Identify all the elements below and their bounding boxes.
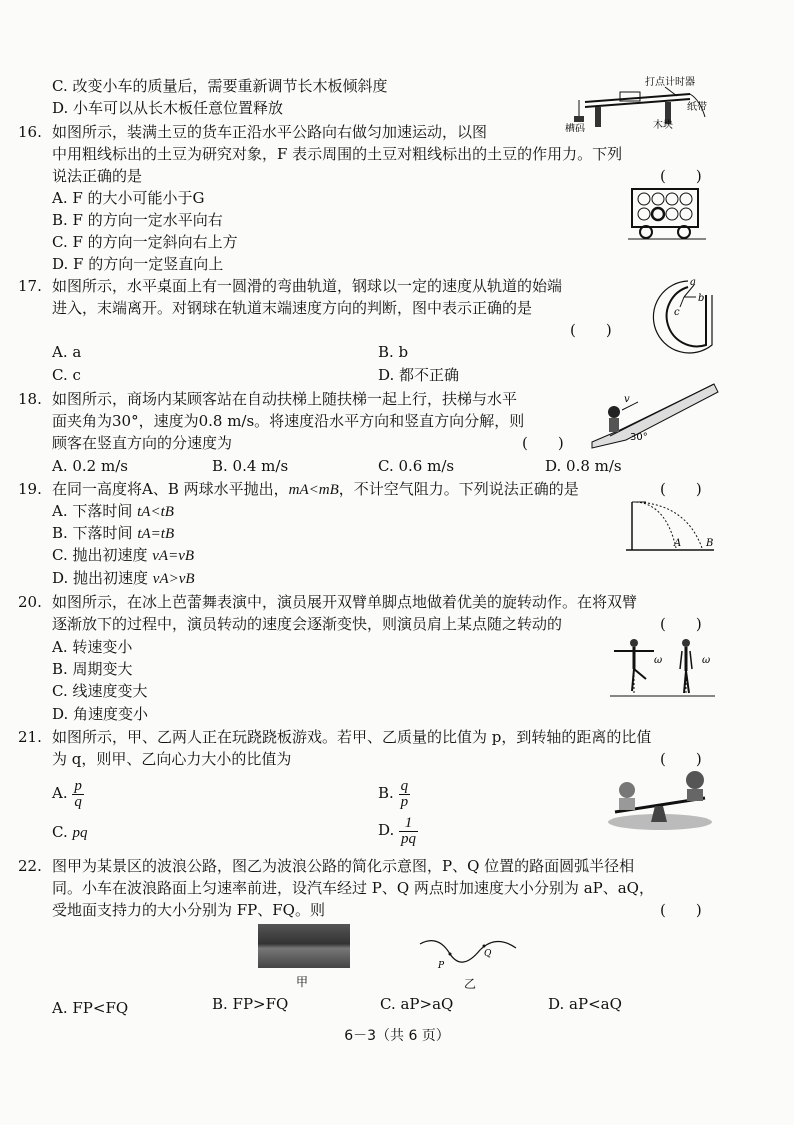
q22-stem-line3: 受地面支持力的大小分别为 FP、FQ。则 (52, 901, 325, 919)
q17-option-b: B. b (378, 343, 409, 361)
q18-option-c: C. 0.6 m/s (378, 457, 455, 475)
q22-number: 22. (18, 857, 42, 875)
q18-option-d: D. 0.8 m/s (545, 457, 622, 475)
q18-option-a: A. 0.2 m/s (52, 457, 128, 475)
q22-option-a: A. FP<FQ (52, 999, 129, 1017)
q16-stem-line1: 如图所示，装满土豆的货车正沿水平公路向右做匀加速运动，以图 (52, 123, 488, 141)
q18-number: 18. (18, 390, 42, 408)
q18-stem-line1: 如图所示，商场内某顾客站在自动扶梯上随扶梯一起上行，扶梯与水平 (52, 390, 518, 408)
q17-answer-blank: ( ) (570, 321, 612, 339)
q18-label-angle: 30° (630, 432, 648, 443)
q15-label-block: 木块 (653, 120, 673, 131)
q22-answer-blank: ( ) (660, 901, 702, 919)
q19-option-c: C. 抛出初速度 vA=vB (52, 546, 195, 564)
q21-stem-line1: 如图所示，甲、乙两人正在玩跷跷板游戏。若甲、乙质量的比值为 p，到转轴的距离的比值 (52, 728, 652, 746)
q19-answer-blank: ( ) (660, 480, 702, 498)
q15-option-d: D. 小车可以从长木板任意位置释放 (52, 99, 284, 117)
q17-label-a: a (690, 277, 696, 288)
q17-stem-line2: 进入，末端离开。对钢球在轨道末端速度方向的判断，图中表示正确的是 (52, 299, 533, 317)
q19-projectile-figure (626, 498, 716, 558)
q17-option-a: A. a (52, 343, 82, 361)
q17-stem-line1: 如图所示，水平桌面上有一圆滑的弯曲轨道，钢球以一定的速度从轨道的始端 (52, 277, 563, 295)
q21-option-a: A. $\frac{p}{q}$ (52, 777, 82, 810)
q22-photo-wave-road (258, 924, 350, 968)
q16-option-c: C. F 的方向一定斜向右上方 (52, 233, 238, 251)
q21-answer-blank: ( ) (660, 750, 702, 768)
q19-label-b: B (706, 538, 714, 549)
q15-label-hook: 槽码 (565, 124, 585, 132)
q20-option-b: B. 周期变大 (52, 660, 133, 678)
q22-option-c: C. aP>aQ (380, 995, 454, 1013)
q17-option-d: D. 都不正确 (378, 366, 460, 384)
q20-answer-blank: ( ) (660, 615, 702, 633)
q19-option-b: B. 下落时间 tA=tB (52, 524, 175, 542)
q16-truck-figure (628, 185, 708, 245)
q22-wave-diagram (418, 936, 518, 972)
q20-label-omega1: ω (654, 655, 663, 666)
q19-mass-relation: mA<mB (288, 482, 339, 498)
q22-option-b: B. FP>FQ (212, 995, 289, 1013)
q15-apparatus-figure (565, 72, 715, 132)
q20-option-d: D. 角速度变小 (52, 705, 149, 723)
q22-option-d: D. aP<aQ (548, 995, 622, 1013)
q20-number: 20. (18, 593, 42, 611)
q22-caption-yi: 乙 (464, 977, 477, 991)
q16-option-b: B. F 的方向一定水平向右 (52, 211, 223, 229)
q19-option-a: A. 下落时间 tA<tB (52, 502, 174, 520)
q16-number: 16. (18, 123, 42, 141)
q18-stem-line2: 面夹角为30°，速度为0.8 m/s。将速度沿水平方向和竖直方向分解，则 (52, 412, 525, 430)
q21-stem-line2: 为 q，则甲、乙向心力大小的比值为 (52, 750, 292, 768)
q17-label-c: c (674, 307, 680, 318)
q22-stem-line2: 同。小车在波浪路面上匀速率前进，设汽车经过 P、Q 两点时加速度大小分别为 aP、aQ， (52, 879, 654, 897)
q18-stem-line3: 顾客在竖直方向的分速度为 (52, 434, 233, 452)
q20-option-a: A. 转速变小 (52, 638, 133, 656)
q19-stem-line: 在同一高度将A、B 两球水平抛出，mA<mB，不计空气阻力。下列说法正确的是 (52, 480, 579, 498)
q16-answer-blank: ( ) (660, 167, 702, 185)
q15-label-tape: 纸带 (687, 102, 707, 113)
q17-track-figure (648, 275, 718, 365)
q21-option-c: C. pq (52, 823, 88, 841)
q18-answer-blank: ( ) (522, 434, 564, 452)
q16-option-a: A. F 的大小可能小于G (52, 189, 205, 207)
q15-label-timer: 打点计时器 (645, 77, 695, 88)
q21-number: 21. (18, 728, 42, 746)
q16-option-d: D. F 的方向一定竖直向上 (52, 255, 224, 273)
q20-stem-line2: 逐渐放下的过程中，演员转动的速度会逐渐变快，则演员肩上某点随之转动的 (52, 615, 563, 633)
page-number: 6－3（共 6 页） (344, 1028, 450, 1044)
q17-number: 17. (18, 277, 42, 295)
q19-label-a: A (674, 538, 682, 549)
q15-option-c: C. 改变小车的质量后，需要重新调节长木板倾斜度 (52, 77, 388, 95)
q22-label-p: P (438, 961, 445, 971)
q21-seesaw-figure (605, 768, 715, 830)
q19-option-d: D. 抛出初速度 vA>vB (52, 569, 195, 587)
q21-option-b: B. $\frac{q}{p}$ (378, 777, 409, 810)
q20-label-omega2: ω (702, 655, 711, 666)
q18-option-b: B. 0.4 m/s (212, 457, 289, 475)
q18-escalator-figure (590, 380, 720, 450)
q22-stem-line1: 图甲为某景区的波浪公路，图乙为波浪公路的简化示意图，P、Q 位置的路面圆弧半径相 (52, 857, 635, 875)
q17-option-c: C. c (52, 366, 81, 384)
q16-stem-line3: 说法正确的是 (52, 167, 143, 185)
q22-caption-jia: 甲 (296, 975, 309, 989)
q22-label-q: Q (484, 949, 492, 959)
q20-stem-line1: 如图所示，在冰上芭蕾舞表演中，演员展开双臂单脚点地做着优美的旋转动作。在将双臂 (52, 593, 638, 611)
q20-option-c: C. 线速度变大 (52, 682, 148, 700)
q18-label-v: v (624, 394, 630, 405)
q16-stem-line2: 中用粗线标出的土豆为研究对象，F 表示周围的土豆对粗线标出的土豆的作用力。下列 (52, 145, 623, 163)
q20-skater-figure (610, 633, 720, 698)
q17-label-b: b (698, 293, 705, 304)
q21-option-d: D. $\frac{1}{pq}$ (378, 814, 417, 847)
q19-number: 19. (18, 480, 42, 498)
